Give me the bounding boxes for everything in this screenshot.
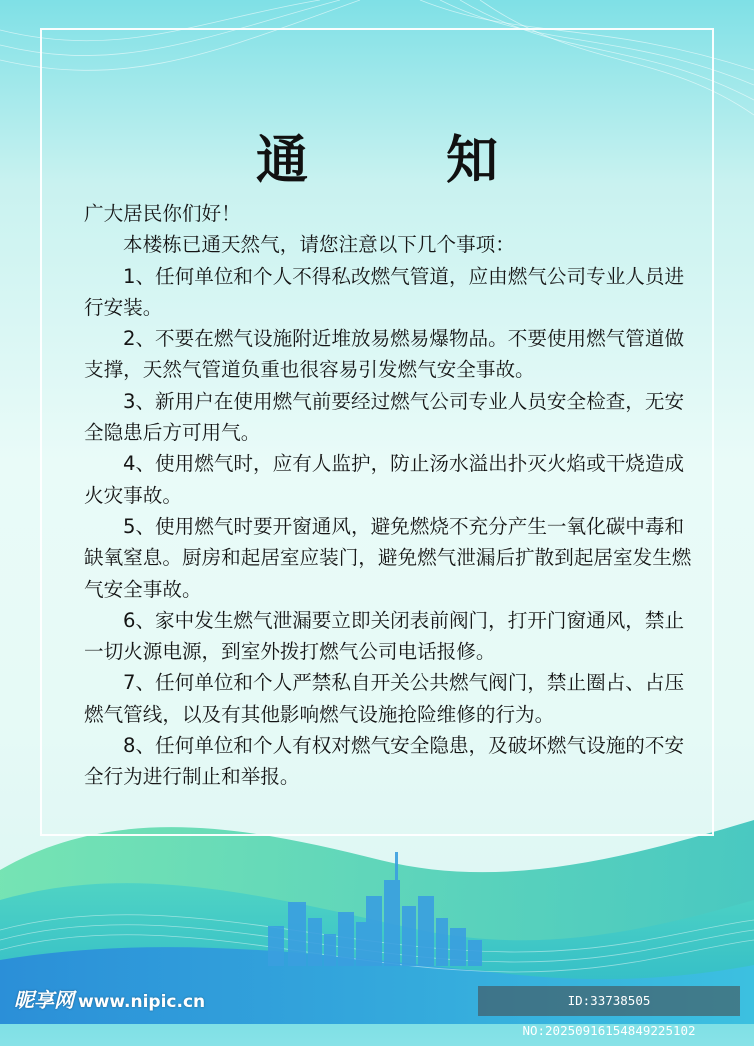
notice-item-6: 6、家中发生燃气泄漏要立即关闭表前阀门，打开门窗通风，禁止一切火源电源，到室外拨打燃气公司电话报修。 (84, 608, 685, 664)
image-id-badge: ID:33738505 NO:20250916154849225102 (478, 986, 740, 1016)
notice-item-5: 5、使用燃气时要开窗通风，避免燃烧不充分产生一氧化碳中毒和缺氧窒息。厨房和起居室应装门，避免燃气泄漏后扩散到起居室发生燃气安全事故。 (84, 514, 692, 601)
watermark-brand-name: 昵享网 (14, 988, 74, 1012)
watermark-url: www.nipic.cn (78, 992, 206, 1012)
notice-item-1: 1、任何单位和个人不得私改燃气管道，应由燃气公司专业人员进行安装。 (84, 264, 685, 319)
notice-item-3: 3、新用户在使用燃气前要经过燃气公司专业人员安全检查，无安全隐患后方可用气。 (84, 389, 685, 445)
notice-item-4: 4、使用燃气时，应有人监护，防止汤水溢出扑灭火焰或干烧造成火灾事故。 (84, 452, 685, 507)
notice-body (84, 198, 694, 793)
notice-item-7: 7、任何单位和个人严禁私自开关公共燃气阀门，禁止圈占、占压燃气管线，以及有其他影响燃气设施抢险维修的行为。 (84, 671, 685, 726)
notice-title: 通 知 (255, 131, 559, 191)
notice-item-2: 2、不要在燃气设施附近堆放易燃易爆物品。不要使用燃气管道做支撑，天然气管道负重也很容易引发燃气安全事故。 (84, 327, 685, 382)
intro-line: 本楼栋已通天然气，请您注意以下几个事项： (123, 233, 515, 257)
watermark-brand (14, 984, 205, 1013)
notice-item-8: 8、任何单位和个人有权对燃气安全隐患，及破坏燃气设施的不安全行为进行制止和举报。 (84, 734, 685, 789)
salutation: 广大居民你们好！ (84, 202, 241, 225)
